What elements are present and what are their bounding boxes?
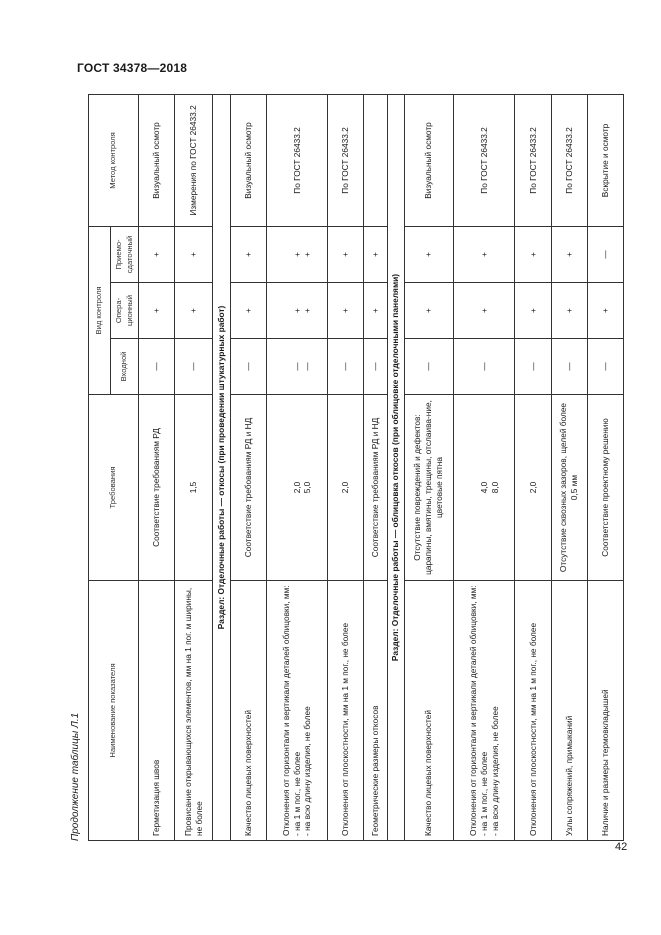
cell-operational — [266, 283, 328, 339]
inspection-table — [88, 94, 624, 841]
cell-operational: + — [364, 283, 387, 339]
table-row — [404, 94, 453, 840]
cell-acceptance: + — [364, 226, 387, 282]
cell-incoming: — — [587, 339, 623, 395]
cell-incoming: — — [175, 339, 213, 395]
cell-acceptance: — — [587, 226, 623, 282]
cell-name: Наличие и размеры термовкладышей — [587, 581, 623, 841]
header-name: Наименование показателя — [89, 581, 139, 841]
table-row — [175, 94, 213, 840]
cell-name — [266, 581, 328, 841]
acceptance-mark-1: + — [291, 252, 302, 257]
cell-incoming: — — [364, 339, 387, 395]
cell-acceptance: + — [453, 226, 515, 282]
cell-incoming — [266, 339, 328, 395]
cell-requirement: 2,0 — [515, 395, 551, 581]
cell-name: Качество лицевых поверхностей — [230, 581, 266, 841]
cell-operational: + — [551, 283, 587, 339]
cell-requirement: Соответствие проектному решению — [587, 395, 623, 581]
header-operational: Опера-ционный — [111, 283, 139, 339]
section-row — [213, 94, 230, 840]
header-incoming: Входной — [111, 339, 139, 395]
deviation-label: Отклонения от горизонтали и вертикали деталей облицовки, мм: — [467, 585, 478, 836]
operational-mark-1: + — [291, 308, 302, 313]
incoming-mark-1: — — [291, 362, 302, 371]
req-value-1: 4,0 — [478, 481, 489, 494]
acceptance-mark-2: + — [302, 252, 313, 257]
cell-name: Геометрические размеры откосов — [364, 581, 387, 841]
cell-operational: + — [328, 283, 364, 339]
cell-requirement: Соответствие требованиям РД — [139, 395, 175, 581]
cell-requirement: Соответствие требованиям РД и НД — [230, 395, 266, 581]
table-row — [551, 94, 587, 840]
table-row — [266, 94, 328, 840]
deviation-sub2: - на всю длину изделия, не более — [302, 706, 313, 836]
cell-requirement: 1,5 — [175, 395, 213, 581]
cell-method: По ГОСТ 26433.2 — [266, 94, 328, 226]
cell-operational: + — [587, 283, 623, 339]
cell-method: Вскрытие и осмотр — [587, 94, 623, 226]
cell-incoming: — — [551, 339, 587, 395]
cell-operational: + — [175, 283, 213, 339]
cell-incoming: — — [515, 339, 551, 395]
cell-method: Визуальный осмотр — [404, 94, 453, 226]
header-method: Метод контроля — [89, 94, 139, 226]
cell-name: Отклонения от плоскостности, мм на 1 м пог., не более — [515, 581, 551, 841]
deviation-label: Отклонения от горизонтали и вертикали деталей облицовки, мм: — [280, 585, 291, 836]
cell-requirement — [266, 395, 328, 581]
operational-mark-2: + — [302, 308, 313, 313]
incoming-mark-2: — — [302, 362, 313, 371]
document-header: ГОСТ 34378—2018 — [77, 61, 188, 75]
cell-incoming: — — [139, 339, 175, 395]
section-title-cladding: Раздел: Отделочные работы — облицовка откосов (при облицовке отделочными панелями) — [387, 94, 404, 840]
section-row — [387, 94, 404, 840]
cell-name: Качество лицевых поверхностей — [404, 581, 453, 841]
cell-operational: + — [404, 283, 453, 339]
cell-name: Отклонения от плоскостности, мм на 1 м пог., не более — [328, 581, 364, 841]
deviation-sub1: - на 1 м пог., не более — [478, 751, 489, 836]
header-acceptance: Приемо-сдаточный — [111, 226, 139, 282]
cell-operational: + — [230, 283, 266, 339]
req-value-1: 2,0 — [291, 481, 302, 494]
cell-requirement: 2,0 — [328, 395, 364, 581]
cell-incoming: — — [404, 339, 453, 395]
cell-incoming: — — [453, 339, 515, 395]
cell-method: По ГОСТ 26433.2 — [515, 94, 551, 226]
cell-acceptance: + — [551, 226, 587, 282]
cell-requirement: Отсутствие сквозных зазоров, щелей более 0,5 мм — [551, 395, 587, 581]
cell-method: Измерения по ГОСТ 26433.2 — [175, 94, 213, 226]
cell-incoming: — — [230, 339, 266, 395]
cell-acceptance: + — [139, 226, 175, 282]
cell-name — [453, 581, 515, 841]
cell-operational: + — [515, 283, 551, 339]
req-value-2: 8,0 — [489, 481, 500, 494]
cell-operational: + — [453, 283, 515, 339]
deviation-sub1: - на 1 м пог., не более — [291, 751, 302, 836]
table-row — [587, 94, 623, 840]
cell-method: По ГОСТ 26433.2 — [453, 94, 515, 226]
table-row — [328, 94, 364, 840]
cell-name: Провисание открывающихся элементов, мм на 1 пог. м ширины, не более — [175, 581, 213, 841]
cell-method: По ГОСТ 26433.2 — [328, 94, 364, 226]
cell-method: Визуальный осмотр — [139, 94, 175, 226]
cell-method: Визуальный осмотр — [230, 94, 266, 226]
table-row — [364, 94, 387, 840]
header-requirements: Требования — [89, 395, 139, 581]
table-continuation-caption: Продолжение таблицы Л.1 — [70, 712, 81, 841]
cell-requirement: Отсутствие повреждений и дефектов: царапины, вмятины, трещины, отслаива-ние, цветовые пятна — [404, 395, 453, 581]
cell-acceptance — [266, 226, 328, 282]
cell-operational: + — [139, 283, 175, 339]
cell-acceptance: + — [328, 226, 364, 282]
table-row — [453, 94, 515, 840]
cell-acceptance: + — [175, 226, 213, 282]
cell-method — [364, 94, 387, 226]
table-row — [139, 94, 175, 840]
page-number: 42 — [615, 841, 628, 853]
cell-method: По ГОСТ 26433.2 — [551, 94, 587, 226]
cell-requirement: Соответствие требованиям РД и НД — [364, 395, 387, 581]
section-title-plaster: Раздел: Отделочные работы — откосы (при проведении штукатурных работ) — [213, 94, 230, 840]
req-value-2: 5,0 — [302, 481, 313, 494]
header-control-type: Вид контроля — [89, 226, 111, 394]
cell-requirement — [453, 395, 515, 581]
rotated-page-content — [70, 95, 628, 853]
table-row — [230, 94, 266, 840]
cell-name: Узлы сопряжений, примыканий — [551, 581, 587, 841]
cell-incoming: — — [328, 339, 364, 395]
deviation-sub2: - на всю длину изделия, не более — [489, 706, 500, 836]
cell-name: Герметизация швов — [139, 581, 175, 841]
cell-acceptance: + — [404, 226, 453, 282]
cell-acceptance: + — [230, 226, 266, 282]
table-row — [515, 94, 551, 840]
cell-acceptance: + — [515, 226, 551, 282]
